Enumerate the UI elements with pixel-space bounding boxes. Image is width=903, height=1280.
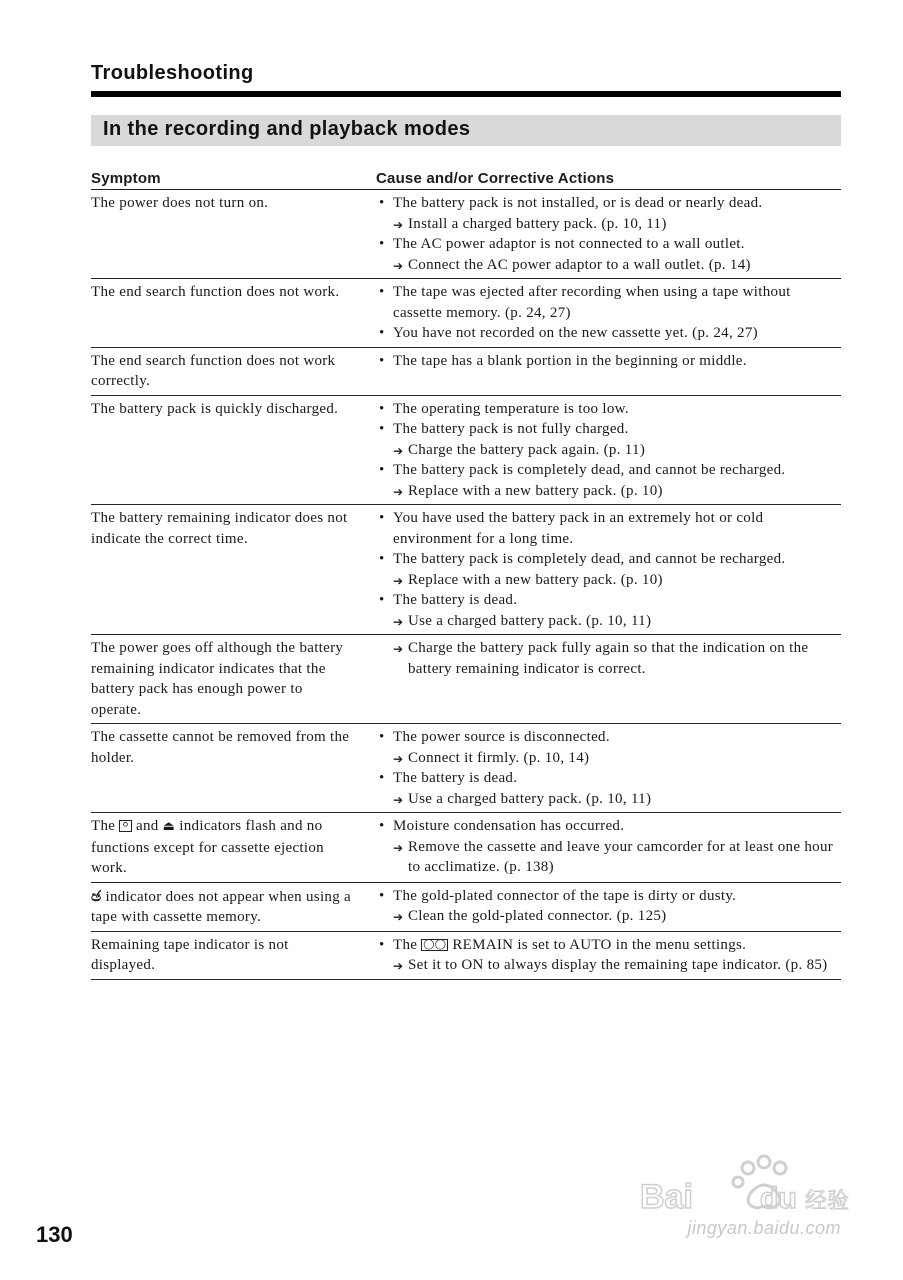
action-item: ➔ Charge the battery pack fully again so that the indication on the battery remaining indicator is correct. [376,638,841,679]
cause-text: The [393,936,422,953]
symptom-text: The [91,818,120,834]
cause-cell [366,190,841,279]
symptom-cell: The power does not turn on. [91,190,366,279]
cause-item: • The tape was ejected after recording when using a tape without cassette memory. (p. 24, 27) [376,282,841,323]
action-item: ➔ Replace with a new battery pack. (p. 10) [376,570,841,591]
cause-cell [366,395,841,505]
action-item: ➔ Charge the battery pack again. (p. 11) [376,440,841,461]
action-item: ➔ Remove the cassette and leave your camcorder for at least one hour to acclimatize. (p. 138) [376,837,841,878]
cause-item: • The AC power adaptor is not connected to a wall outlet. [376,234,841,255]
table-row [91,882,841,931]
symptom-cell: Remaining tape indicator is not displayed. [91,931,366,979]
cause-cell [366,724,841,813]
table-row [91,931,841,979]
paw-toe [733,1177,743,1187]
cause-item: • The tape has a blank portion in the beginning or middle. [376,351,841,372]
cause-cell [366,813,841,883]
cause-column-header: Cause and/or Corrective Actions [366,168,841,190]
paw-toe [774,1162,786,1174]
action-item: ➔ Set it to ON to always display the remaining tape indicator. (p. 85) [376,955,841,976]
paw-toe [758,1156,770,1168]
cause-item: • The battery pack is not installed, or is dead or nearly dead. [376,193,841,214]
cause-cell [366,505,841,635]
table-row [91,347,841,395]
action-item: ➔ Use a charged battery pack. (p. 10, 11) [376,611,841,632]
title-rule [91,91,841,97]
symptom-cell: The power goes off although the battery remaining indicator indicates that the battery pack has enough power to operate. [91,635,366,724]
symptom-cell: The end search function does not work. [91,279,366,348]
tape-icon: ◯◯ [423,938,447,950]
action-item: ➔ Replace with a new battery pack. (p. 10) [376,481,841,502]
action-item: ➔ Connect it firmly. (p. 10, 14) [376,748,841,769]
action-item: ➔ Clean the gold-plated connector. (p. 125) [376,906,841,927]
cause-item: • The battery pack is completely dead, and cannot be recharged. [376,460,841,481]
cassette-memory-icon: ඡ [91,886,102,905]
table-row [91,635,841,724]
watermark-logo-lettering: du [760,1182,797,1215]
cause-item: • The battery is dead. [376,590,841,611]
watermark-logo-lettering: 经验 [805,1189,850,1214]
symptom-text: and [131,818,163,834]
symptom-text: indicator does not appear when using a tape with cassette memory. [91,888,352,925]
paw-toe [742,1162,754,1174]
cause-item: • The battery pack is not fully charged. [376,419,841,440]
symptom-cell [91,813,366,883]
cause-cell [366,882,841,931]
action-item: ➔ Connect the AC power adaptor to a wall outlet. (p. 14) [376,255,841,276]
cause-item: • The operating temperature is too low. [376,399,841,420]
cause-text: REMAIN is set to AUTO in the menu settings. [448,936,747,953]
page-number: 130 [36,1222,73,1247]
table-row [91,395,841,505]
troubleshooting-table [91,168,841,980]
cause-item: • Moisture condensation has occurred. [376,816,841,837]
table-row [91,813,841,883]
cause-item: • The battery pack is completely dead, and cannot be recharged. [376,549,841,570]
eject-icon: ⏏ [162,819,176,834]
cause-item: • The gold-plated connector of the tape is dirty or dusty. [376,886,841,907]
cause-cell [366,347,841,395]
watermark-url: jingyan.baidu.com [687,1218,841,1238]
symptom-cell: The cassette cannot be removed from the holder. [91,724,366,813]
table-row [91,190,841,279]
section-heading-bar [91,115,841,146]
cause-item: • The battery is dead. [376,768,841,789]
cause-cell [366,931,841,979]
moisture-icon: ⚪ [121,820,130,831]
cause-item: • You have used the battery pack in an extremely hot or cold environment for a long time. [376,508,841,549]
symptom-text: indicators flash and no functions except for cassette ejection work. [91,818,324,876]
cause-item: • You have not recorded on the new cassette yet. (p. 24, 27) [376,323,841,344]
table-header-row [91,168,841,190]
page-title: Troubleshooting [91,62,254,84]
symptom-cell: The battery pack is quickly discharged. [91,395,366,505]
table-row [91,505,841,635]
symptom-cell [91,882,366,931]
cause-cell [366,635,841,724]
table-row [91,724,841,813]
section-heading: In the recording and playback modes [103,118,471,140]
cause-cell [366,279,841,348]
table-row [91,279,841,348]
action-item: ➔ Install a charged battery pack. (p. 10, 11) [376,214,841,235]
watermark-logo-lettering: Bai [640,1178,693,1216]
cause-item: • The power source is disconnected. [376,727,841,748]
symptom-column-header: Symptom [91,168,366,190]
symptom-cell: The end search function does not work correctly. [91,347,366,395]
symptom-cell: The battery remaining indicator does not indicate the correct time. [91,505,366,635]
cause-item [376,935,841,956]
action-item: ➔ Use a charged battery pack. (p. 10, 11) [376,789,841,810]
